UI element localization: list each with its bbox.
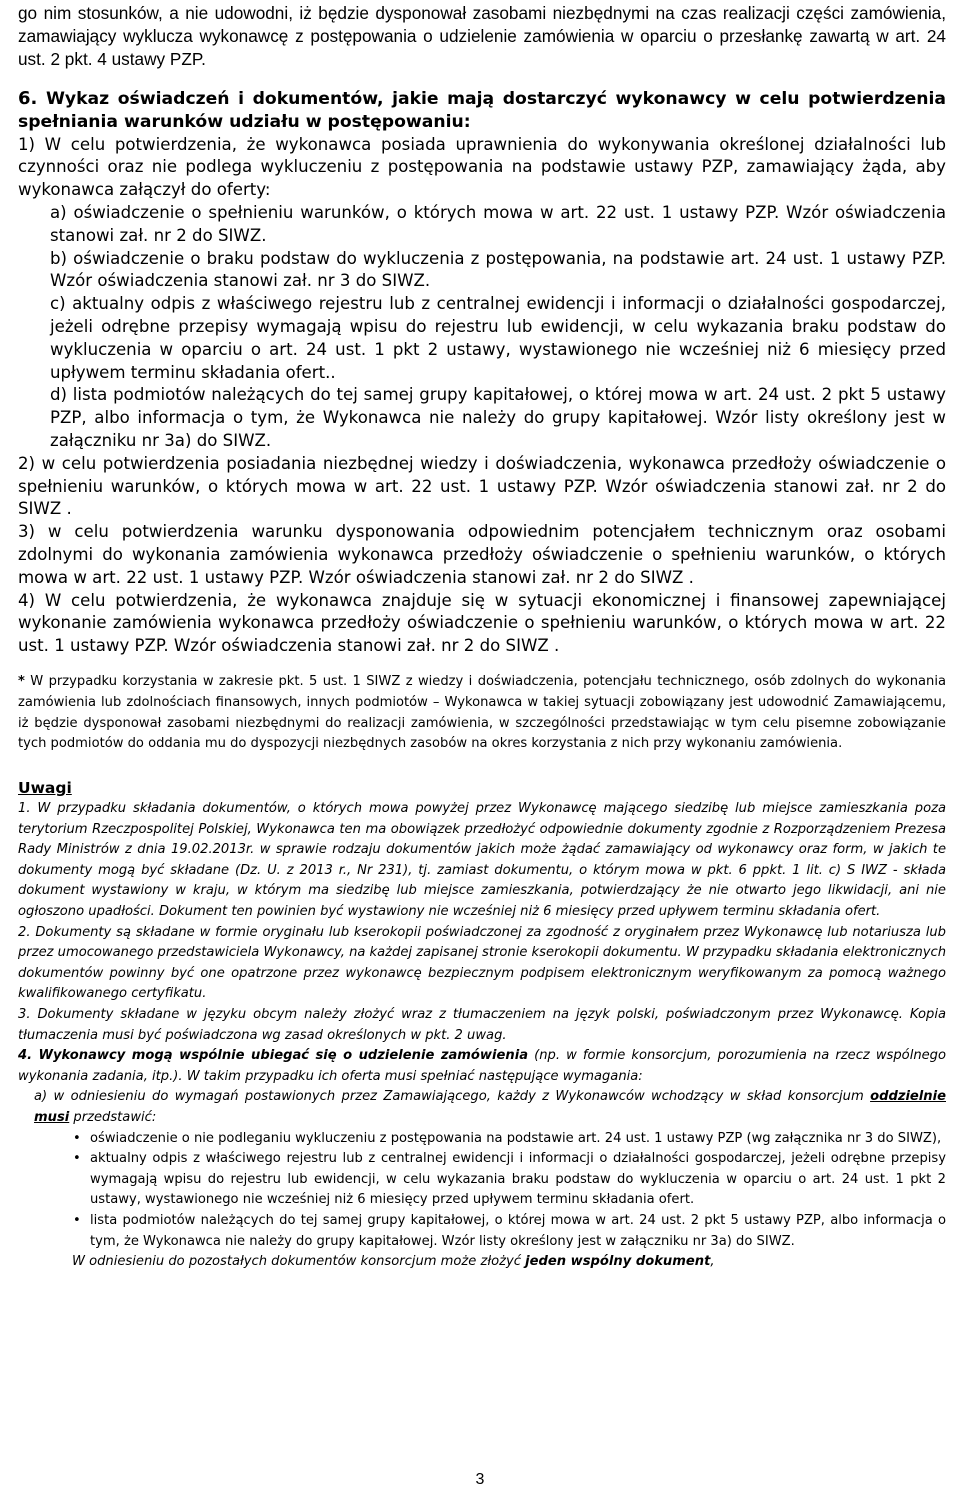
point-a-text: a) w odniesieniu do wymagań postawionych przez Zamawiającego, każdy z Wykonawców wchodzący w skład konsorcjum <box>34 1089 871 1105</box>
page-number: 3 <box>475 1471 485 1488</box>
item-4: 4) W celu potwierdzenia, że wykonawca znajduje się w sytuacji ekonomicznej i finansowej zapewniającej wykonanie zamówienia wykonawca przedłoży oświadczenie o spełnieniu warunków, o których mowa w art. 22 ust. 1 ustawy PZP. Wzór oświadczenia stanowi zał. nr 2 do SIWZ . <box>18 590 946 656</box>
list-item: • lista podmiotów należących do tej samej grupy kapitałowej, o której mowa w art. 24 ust. 2 pkt 5 ustawy PZP, albo informacja o tym, że Wykonawca nie należy do grupy kapitałowej. Wzór listy określony jest w załączniku nr 3a) do SIWZ. <box>90 1211 946 1252</box>
final-line <box>18 1252 946 1273</box>
uwagi-note-4-bold: 4. Wykonawcy mogą wspólnie ubiegać się o udzielenie zamówienia <box>18 1048 529 1064</box>
section-number: 6. <box>18 88 38 109</box>
point-a-end: przedstawić: <box>69 1110 157 1126</box>
uwagi-note-4 <box>18 1046 946 1087</box>
section-6-heading <box>18 88 946 134</box>
uwagi-note-3: 3. Dokumenty składane w języku obcym należy złożyć wraz z tłumaczeniem na język polski, poświadczonym przez Wykonawcę. Kopia tłumaczenia musi być poświadczona wg zasad określonych w pkt. 2 uwag. <box>18 1007 946 1043</box>
item-1b: b) oświadczenie o braku podstaw do wykluczenia z postępowania, na podstawie art. 24 ust. 1 ustawy PZP. Wzór oświadczenia stanowi zał. nr 3 do SIWZ. <box>50 248 946 291</box>
final-bold: jeden wspólny dokument <box>525 1254 711 1270</box>
uwagi-note-1: 1. W przypadku składania dokumentów, o których mowa powyżej przez Wykonawcę mającego siedzibę lub miejsce zamieszkania poza terytorium Rzeczpospolitej Polskiej, Wykonawca ten ma obowiązek przedłożyć odpowiednie dokumenty zgodnie z Rozporządzeniem Prezesa Rady Ministrów z dnia 19.02.2013r. w sprawie rodzaju dokumentów jakich może żądać zamawiający od wykonawcy oraz form, w jakich te dokumenty mogą być składane (Dz. U. z 2013 r., Nr 231), tj. zamiast dokumentu, o którym mowa w pkt. 6 ppkt. 1 lit. c) S IWZ - składa dokument wystawiony w kraju, w którym ma siedzibę lub miejsce zamieszkania, potwierdzający że nie otwarto jego likwidacji, ani nie ogłoszono upadłości. Dokument ten powinien być wystawiony nie wcześniej niż 6 miesięcy przed upływem terminu składania ofert. <box>18 801 946 920</box>
intro-paragraph: go nim stosunków, a nie udowodni, iż będzie dysponował zasobami niezbędnymi na czas realizacji części zamówienia, zamawiający wyklucza wykonawcę z postępowania o udzielenie zamówienia w oparciu o przesłankę zawartą w art. 24 ust. 2 pkt. 4 ustawy PZP. <box>18 3 946 69</box>
final-text: W odniesieniu do pozostałych dokumentów konsorcjum może złożyć <box>72 1254 526 1270</box>
uwagi-note-2: 2. Dokumenty są składane w formie oryginału lub kserokopii poświadczonej za zgodność z oryginałem przez Wykonawcę lub notariusza lub przez umocowanego przedstawiciela Wykonawcy, na każdej zapisanej stronie kserokopii dokumentu. W przypadku składania elektronicznych dokumentów powinny być one opatrzone przez wykonawcę bezpiecznym podpisem elektronicznym weryfikowanym za pomocą ważnego kwalifikowanego certyfikatu. <box>18 924 946 1002</box>
uwagi-heading: Uwagi <box>18 779 72 798</box>
item-1: 1) W celu potwierdzenia, że wykonawca posiada uprawnienia do wykonywania określonej działalności lub czynności oraz nie podlega wykluczeniu z postępowania na podstawie ustawy PZP, zamawiający żąda, aby wykonawca załączył do oferty: <box>18 134 946 200</box>
item-1a: a) oświadczenie o spełnieniu warunków, o których mowa w art. 22 ust. 1 ustawy PZP. Wzór oświadczenia stanowi zał. nr 2 do SIWZ. <box>50 202 946 245</box>
consortium-bullet-list <box>18 1129 946 1253</box>
item-1c: c) aktualny odpis z właściwego rejestru lub z centralnej ewidencji i informacji o działalności gospodarczej, jeżeli odrębne przepisy wymagają wpisu do rejestru lub ewidencji, w celu wykazania braku podstaw do wykluczenia w oparciu o art. 24 ust. 1 pkt 2 ustawy, wystawionego nie wcześniej niż 6 miesięcy przed upływem terminu składania ofert.. <box>50 294 946 382</box>
footnote-star: * <box>18 673 25 689</box>
section-title: Wykaz oświadczeń i dokumentów, jakie mają dostarczyć wykonawcy w celu potwierdzenia spełniania warunków udziału w postępowaniu: <box>18 89 947 132</box>
item-2: 2) w celu potwierdzenia posiadania niezbędnej wiedzy i doświadczenia, wykonawca przedłoży oświadczenie o spełnieniu warunków, o których mowa w art. 22 ust. 1 ustawy PZP. Wzór oświadczenia stanowi zał. nr 2 do SIWZ . <box>18 453 946 519</box>
uwagi-point-a <box>18 1087 946 1128</box>
item-3: 3) w celu potwierdzenia warunku dysponowania odpowiednim potencjałem technicznym oraz osobami zdolnymi do wykonania zamówienia wykonawca przedłoży oświadczenie o spełnieniu warunków, o których mowa w art. 22 ust. 1 ustawy PZP. Wzór oświadczenia stanowi zał. nr 2 do SIWZ . <box>18 522 946 587</box>
final-end: , <box>710 1254 715 1270</box>
list-item: • aktualny odpis z właściwego rejestru lub z centralnej ewidencji i informacji o działalności gospodarczej, jeżeli odrębne przepisy wymagają wpisu do rejestru lub ewidencji, w celu wykazania braku podstaw do wykluczenia w oparciu o art. 24 ust. 1 pkt 2 ustawy, wystawionego nie wcześniej niż 6 miesięcy przed upływem terminu składania ofert. <box>90 1149 946 1211</box>
uwagi-note-4-rest: (np. w formie konsorcjum, porozumienia na rzecz wspólnego wykonania zadania, itp.). W takim przypadku ich oferta musi spełniać następujące wymagania: <box>18 1048 947 1084</box>
footnote <box>18 672 946 755</box>
point-a-bold: oddzielnie musi <box>34 1089 946 1126</box>
list-item: • oświadczenie o nie podleganiu wykluczeniu z postępowania na podstawie art. 24 ust. 1 ustawy PZP (wg załącznika nr 3 do SIWZ), <box>90 1129 946 1150</box>
footnote-text: W przypadku korzystania w zakresie pkt. 5 ust. 1 SIWZ z wiedzy i doświadczenia, potencjału technicznego, osób zdolnych do wykonania zamówienia lub zdolnościach finansowych, innych podmiotów – Wykonawca w takiej sytuacji zobowiązany jest udowodnić Zamawiającemu, iż będzie dysponował zasobami niezbędnymi do realizacji zamówienia, w szczególności przedstawiając w tym celu pisemne zobowiązanie tych podmiotów do oddania mu do dyspozycji niezbędnych zasobów na okres korzystania z nich przy wykonaniu zamówienia. <box>18 673 946 752</box>
item-1d: d) lista podmiotów należących do tej samej grupy kapitałowej, o której mowa w art. 24 ust. 2 pkt 5 ustawy PZP, albo informacja o tym, że Wykonawca nie należy do grupy kapitałowej. Wzór listy określony jest w załączniku nr 3a) do SIWZ. <box>50 385 946 450</box>
